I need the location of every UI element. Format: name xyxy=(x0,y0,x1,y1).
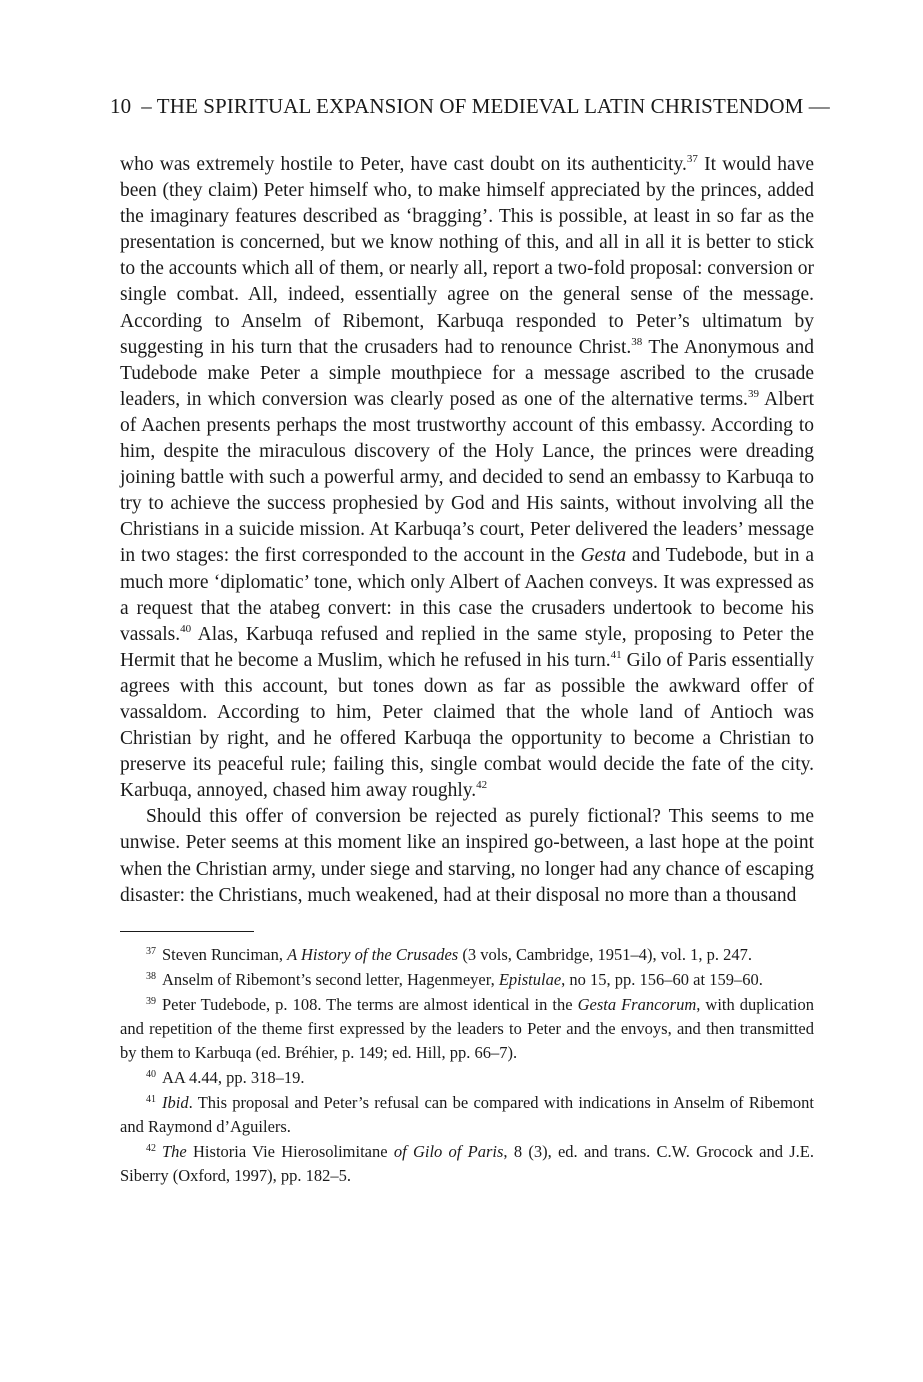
running-header xyxy=(110,94,830,119)
text-run: , no 15, pp. 156–60 at 159–60. xyxy=(561,970,763,989)
paragraph-2: Should this offer of conversion be rejected as purely fictional? This seems to me unwise. Peter seems at this moment like an inspired go-between, a last hope at the point when the Christian army, under siege and starving, no longer had any chance of escaping disaster: the Christians, much weakened, had at their disposal no more than a thousand xyxy=(120,806,815,906)
text-run: The Anonymous and Tudebode make Peter a simple mouthpiece for a message ascribed to the crusade leaders, in which conversion was clearly posed as one of the alternative terms. xyxy=(120,336,814,410)
footnote-37 xyxy=(120,943,814,967)
text-run: It would have been (they claim) Peter himself who, to make himself appreciated by the princes, added the imaginary features described as ‘bragging’. This is possible, at least in so far as the presentation is concerned, but we know nothing of this, and all in all it is better to stick to the accounts which all of them, or nearly all, report a two-fold proposal: conversion or single combat. All, indeed, essentially agree on the general sense of the message. According to Anselm of Ribemont, Karbuqa responded to Peter’s ultimatum by suggesting in his turn that the crusaders had to renounce Christ. xyxy=(120,154,814,358)
italic-author: of Gilo of Paris xyxy=(393,1142,504,1161)
text-run: Peter Tudebode, p. 108. The terms are almost identical in the xyxy=(162,995,578,1014)
footnote-ref-41[interactable]: 41 xyxy=(610,648,622,661)
footnote-number: 37 xyxy=(146,946,156,957)
text-run: , 8 (3), ed. and trans. C.W. Grocock and J.E. Siberry (Oxford, 1997), pp. 182–5. xyxy=(120,1142,815,1185)
footnote-number: 41 xyxy=(146,1094,156,1105)
footnote-ref-39[interactable]: 39 xyxy=(747,387,759,400)
text-run: and Tudebode, but in a much more ‘diplomatic’ tone, which only Albert of Aachen conveys. It was expressed as a request that the atabeg convert: in this case the crusaders undertook to become his vassals. xyxy=(120,545,814,645)
text-run: . This proposal and Peter’s refusal can be compared with indications in Anselm of Ribemont and Raymond d’Aguilers. xyxy=(120,1093,814,1136)
footnote-ref-42[interactable]: 42 xyxy=(476,779,488,792)
footnote-number: 40 xyxy=(146,1069,156,1080)
italic-ibid: Ibid xyxy=(162,1093,189,1112)
footnote-number: 42 xyxy=(146,1143,156,1154)
main-text xyxy=(120,152,814,909)
italic-title-gesta: Gesta xyxy=(580,545,627,567)
footnote-ref-38[interactable]: 38 xyxy=(631,335,643,348)
footnote-ref-37[interactable]: 37 xyxy=(686,153,698,165)
footnote-41 xyxy=(120,1091,814,1139)
footnote-39 xyxy=(120,993,814,1065)
text-run: Albert of Aachen presents perhaps the most trustworthy account of this embassy. According to him, despite the miraculous discovery of the Holy Lance, the princes were dreading joining battle with such a powerful army, and decided to send an embassy to Karbuqa to try to achieve the success prophesied by God and His saints, without involving all the Christians in a suicide mission. At Karbuqa’s court, Peter delivered the leaders’ message in two stages: the first corresponded to the account in the xyxy=(120,388,814,567)
footnote-ref-40[interactable]: 40 xyxy=(180,622,192,635)
italic-title: Epistulae xyxy=(498,970,562,989)
footnote-42 xyxy=(120,1140,814,1188)
running-title: – THE SPIRITUAL EXPANSION OF MEDIEVAL LATIN CHRISTENDOM — xyxy=(141,94,830,118)
page-number: 10 xyxy=(110,94,132,118)
paragraph-1 xyxy=(120,152,814,804)
text-run: Anselm of Ribemont’s second letter, Hagenmeyer, xyxy=(162,970,499,989)
italic-the: The xyxy=(162,1142,187,1161)
footnote-number: 38 xyxy=(146,971,156,982)
italic-title: Gesta Francorum xyxy=(577,995,697,1014)
footnote-separator xyxy=(120,931,254,932)
text-run: who was extremely hostile to Peter, have cast doubt on its authenticity. xyxy=(120,154,687,175)
text-run: (3 vols, Cambridge, 1951–4), vol. 1, p. 247. xyxy=(458,945,753,964)
footnotes xyxy=(120,943,814,1189)
text-run: Historia Vie Hierosolimitane xyxy=(186,1142,394,1161)
footnote-number: 39 xyxy=(146,996,156,1007)
text-run: AA 4.44, pp. 318–19. xyxy=(162,1068,305,1087)
footnote-38 xyxy=(120,968,814,992)
italic-title: A History of the Crusades xyxy=(287,945,459,964)
text-run: , with duplication and repetition of the theme first expressed by the leaders to Peter and the envoys, and then transmitted by them to Karbuqa (ed. Bréhier, p. 149; ed. Hill, pp. 66–7). xyxy=(120,995,815,1062)
text-run: Steven Runciman, xyxy=(162,945,288,964)
text-run: Gilo of Paris essentially agrees with this account, but tones down as far as possible the awkward offer of vassaldom. According to him, Peter claimed that the whole land of Antioch was Christian by right, and he offered Karbuqa the opportunity to become a Christian to preserve its peaceful rule; failing this, single combat would decide the fate of the city. Karbuqa, annoyed, chased him away roughly. xyxy=(120,649,814,802)
footnote-40 xyxy=(120,1066,814,1090)
text-run: Alas, Karbuqa refused and replied in the same style, proposing to Peter the Hermit that he become a Muslim, which he refused in his turn. xyxy=(120,623,814,671)
